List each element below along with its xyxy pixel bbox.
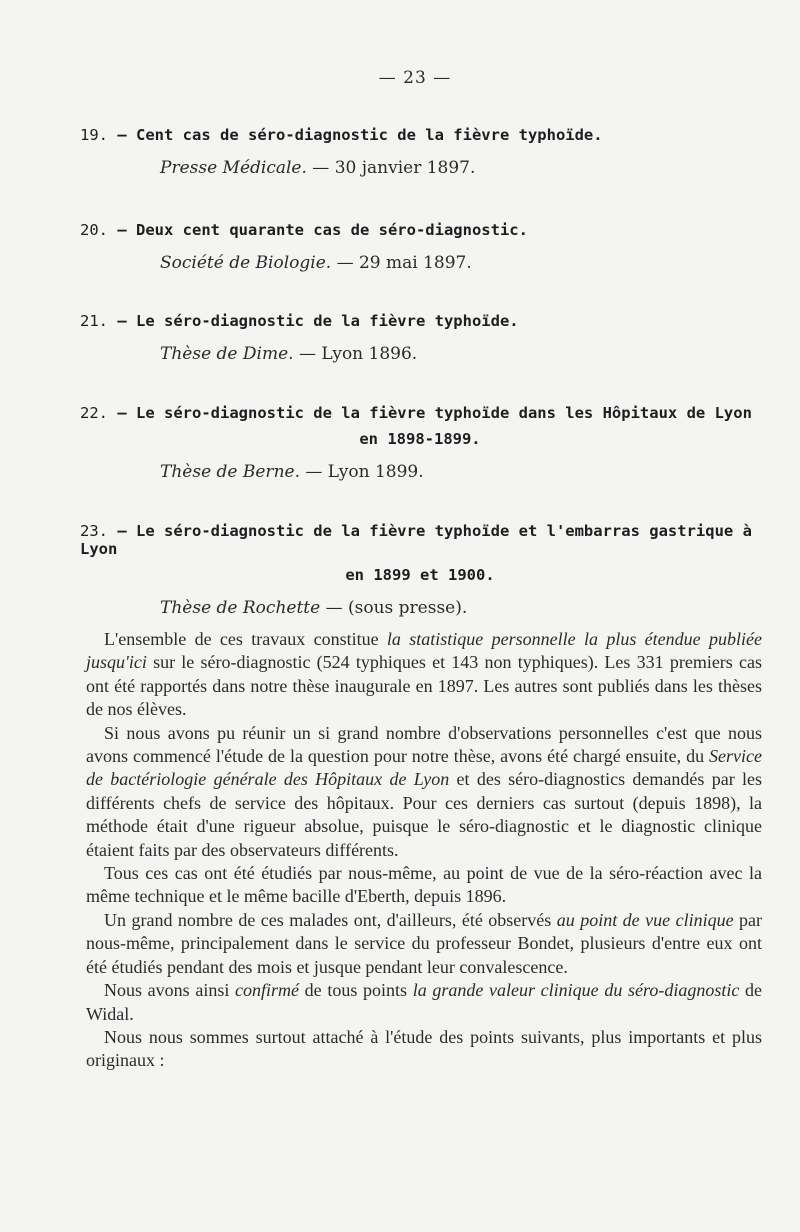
entry-number: 22. [80, 404, 108, 422]
emphasis-text: confirmé [235, 980, 299, 1001]
emphasis-text: Service de bactériologie générale des Hôpitaux de Lyon [86, 746, 762, 790]
entry-number: 23. [80, 522, 108, 540]
bibliography-entry [80, 522, 770, 618]
paragraph-text: sur le séro-diagnostic (524 typhiques et 143 non typhiques). Les 331 premiers cas ont été rapportés dans notre thèse inaugurale en 1897. Les autres sont publiés dans les thèses de nos élèves. [86, 652, 762, 720]
entry-source [80, 253, 770, 273]
entry-source-publication: Thèse de Rochette [160, 598, 321, 618]
paragraph-text: Tous ces cas ont été étudiés par nous-même, au point de vue de la séro-réaction avec la même technique et le même bacille d'Eberth, depuis 1896. [86, 863, 762, 907]
entry-source-publication: Presse Médicale. [160, 158, 307, 178]
entry-source-publication: Société de Biologie. [160, 253, 332, 273]
paragraph [86, 1026, 762, 1073]
page-number: — 23 — [378, 68, 452, 88]
emphasis-text: la grande valeur clinique du séro-diagnostic [412, 980, 740, 1001]
entry-number: 19. [80, 126, 108, 144]
paragraph-text: par nous-même, principalement dans le service du professeur Bondet, plusieurs d'entre eux ont été étudiés pendant des mois et jusque pendant leur convalescence. [86, 909, 763, 977]
entry-source [80, 344, 770, 364]
paragraph [86, 979, 762, 1026]
entry-title [80, 404, 770, 422]
paragraph [86, 862, 762, 909]
paragraph-text: Si nous avons pu réunir un si grand nombre d'observations personnelles c'est que nous avons commencé l'étude de la question pour notre thèse, avons été chargé ensuite, du [86, 722, 762, 767]
entry-title [80, 126, 770, 144]
entry-title [80, 522, 770, 558]
emphasis-text: au point de vue clinique [556, 909, 734, 930]
paragraph-text: et des séro-diagnostics demandés par les différents chefs de service des hôpitaux. Pour ces derniers cas surtout (depuis 1898), la méthode était d'une rigueur absolue, puisque le séro-diagnostic et le diagnostic clinique étaient faits par des observateurs différents. [86, 769, 762, 860]
paragraph [86, 628, 762, 722]
emphasis-text: la statistique personnelle la plus étendue publiée jusqu'ici [86, 629, 762, 673]
entry-number: 21. [80, 312, 108, 330]
bibliography-entry [80, 404, 770, 482]
entry-source-date: — 29 mai 1897. [331, 253, 472, 273]
entry-title-continuation: en 1898-1899. [359, 430, 481, 448]
entry-source [80, 158, 770, 178]
entry-title-text: — Cent cas de séro-diagnostic de la fièvre typhoïde. [117, 126, 603, 144]
entry-source-publication: Thèse de Berne. [160, 462, 300, 482]
entry-source-date: — (sous presse). [320, 598, 468, 618]
bibliography-entry [80, 126, 770, 178]
entry-source [80, 462, 770, 482]
entry-number: 20. [80, 221, 108, 239]
entry-title [80, 221, 770, 239]
bibliography-entry [80, 221, 770, 273]
paragraph [86, 722, 762, 862]
paragraph-text: de tous points [299, 980, 413, 1001]
entry-title-text: — Le séro-diagnostic de la fièvre typhoïde. [117, 312, 519, 330]
entry-title [80, 312, 770, 330]
paragraph-text: Nous nous sommes surtout attaché à l'étude des points suivants, plus importants et plus originaux : [86, 1026, 762, 1071]
body-text [86, 628, 762, 1073]
paragraph [86, 909, 762, 979]
entry-title-text: — Le séro-diagnostic de la fièvre typhoïde dans les Hôpitaux de Lyon [117, 404, 752, 422]
entry-source-date: — Lyon 1899. [299, 462, 424, 482]
paragraph-text: Nous avons ainsi [104, 980, 236, 1001]
paragraph-text: L'ensemble de ces travaux constitue [104, 629, 387, 649]
bibliography-entry [80, 312, 770, 364]
paragraph-text: de Widal. [86, 980, 762, 1024]
entry-source-publication: Thèse de Dime. [160, 344, 294, 364]
entry-source [80, 598, 770, 618]
entry-title-text: — Deux cent quarante cas de séro-diagnostic. [117, 221, 528, 239]
entry-source-date: — Lyon 1896. [293, 344, 418, 364]
entry-title-text: — Le séro-diagnostic de la fièvre typhoïde et l'embarras gastrique à Lyon [80, 522, 752, 558]
entry-source-date: — 30 janvier 1897. [306, 158, 476, 178]
entry-title-continuation: en 1899 et 1900. [345, 566, 495, 584]
paragraph-text: Un grand nombre de ces malades ont, d'ailleurs, été observés [104, 909, 557, 930]
